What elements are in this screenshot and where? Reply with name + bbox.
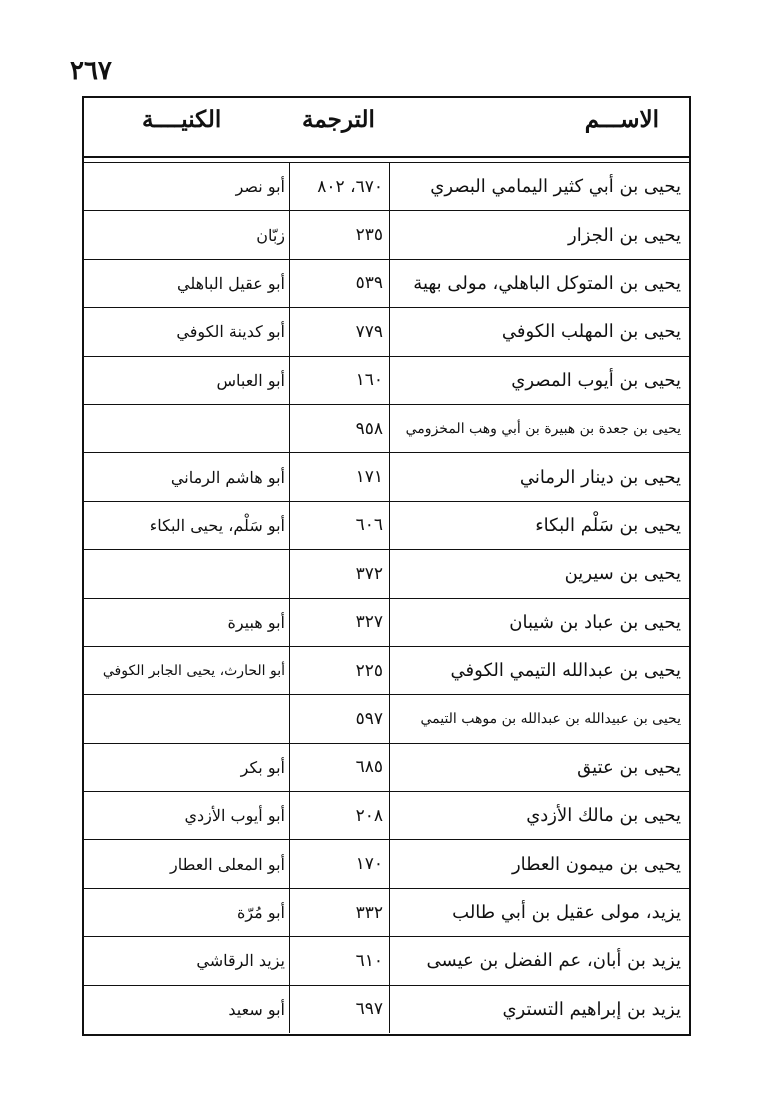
table-row [84,985,689,1033]
ref-cell: ٩٥٨ [289,405,389,452]
table-row [84,839,689,887]
name-cell: يحيى بن عباد بن شيبان [389,599,689,646]
name-cell: يحيى بن ميمون العطار [389,840,689,887]
ref-cell: ٣٢٧ [289,599,389,646]
kunya-cell: يزيد الرقاشي [196,951,285,971]
ref-cell: ٦٩٧ [289,986,389,1033]
name-cell: يزيد، مولى عقيل بن أبي طالب [389,889,689,936]
name-cell: يحيى بن سيرين [389,550,689,597]
table-row [84,743,689,791]
kunya-cell: زبّان [256,225,285,245]
table-row [84,307,689,355]
table-header [84,98,689,158]
kunya-cell: أبو مُرّة [236,903,285,923]
ref-cell: ٦١٠ [289,937,389,984]
kunya-cell: أبو بكر [240,757,285,777]
kunya-cell: أبو المعلى العطار [169,854,285,874]
ref-cell: ٥٩٧ [289,695,389,742]
header-kunya: الكنيــــة [142,106,222,133]
table-row [84,452,689,500]
kunya-cell [84,550,289,597]
name-cell: يحيى بن جعدة بن هبيرة بن أبي وهب المخزومي [389,405,689,452]
name-cell: يزيد بن أبان، عم الفضل بن عيسى [389,937,689,984]
kunya-cell: أبو هاشم الرماني [170,467,285,487]
table-row [84,356,689,404]
page-number: ٢٦٧ [70,56,112,86]
ref-cell: ٣٧٢ [289,550,389,597]
ref-cell: ١٧١ [289,453,389,500]
kunya-cell: أبو عقيل الباهلي [176,273,285,293]
name-cell: يحيى بن دينار الرماني [389,453,689,500]
table-row [84,404,689,452]
name-cell: يحيى بن أبي كثير اليمامي البصري [389,163,689,210]
kunya-cell: أبو الحارث، يحيى الجابر الكوفي [102,662,285,679]
kunya-cell: أبو نصر [235,177,285,197]
table-row [84,598,689,646]
kunya-cell: أبو سَلْم، يحيى البكاء [149,515,285,535]
table-row [84,694,689,742]
table-row [84,646,689,694]
ref-cell: ٥٣٩ [289,260,389,307]
ref-cell: ٦٧٠، ٨٠٢ [289,163,389,210]
ref-cell: ٢٠٨ [289,792,389,839]
name-cell: يحيى بن أيوب المصري [389,357,689,404]
name-cell: يزيد بن إبراهيم التستري [389,986,689,1033]
name-cell: يحيى بن عبدالله التيمي الكوفي [389,647,689,694]
name-cell: يحيى بن المتوكل الباهلي، مولى بهية [389,260,689,307]
kunya-cell: أبو العباس [216,370,285,390]
name-cell: يحيى بن المهلب الكوفي [389,308,689,355]
table-row [84,936,689,984]
header-name: الاســـم [584,106,659,133]
header-ref: الترجمة [302,106,375,133]
table-row [84,549,689,597]
ref-cell: ١٧٠ [289,840,389,887]
table-row [84,791,689,839]
name-cell: يحيى بن الجزار [389,211,689,258]
table-row [84,888,689,936]
kunya-cell: أبو سعيد [228,999,285,1019]
kunya-cell: أبو هبيرة [227,612,285,632]
name-cell: يحيى بن عبيدالله بن عبدالله بن موهب التيمي [389,695,689,742]
ref-cell: ٦٠٦ [289,502,389,549]
kunya-cell: أبو كدينة الكوفي [176,322,285,342]
ref-cell: ١٦٠ [289,357,389,404]
table-row [84,259,689,307]
kunya-cell [84,695,289,742]
table-row [84,501,689,549]
ref-cell: ٢٣٥ [289,211,389,258]
ref-cell: ٣٣٢ [289,889,389,936]
kunya-cell [84,405,289,452]
ref-cell: ٧٧٩ [289,308,389,355]
ref-cell: ٦٨٥ [289,744,389,791]
ref-cell: ٢٢٥ [289,647,389,694]
table-row [84,162,689,210]
name-cell: يحيى بن سَلْم البكاء [389,502,689,549]
table-row [84,210,689,258]
name-cell: يحيى بن عتيق [389,744,689,791]
name-cell: يحيى بن مالك الأزدي [389,792,689,839]
table-body [84,158,689,1033]
kunya-cell: أبو أيوب الأزدي [184,806,285,826]
narrators-table [82,96,691,1036]
